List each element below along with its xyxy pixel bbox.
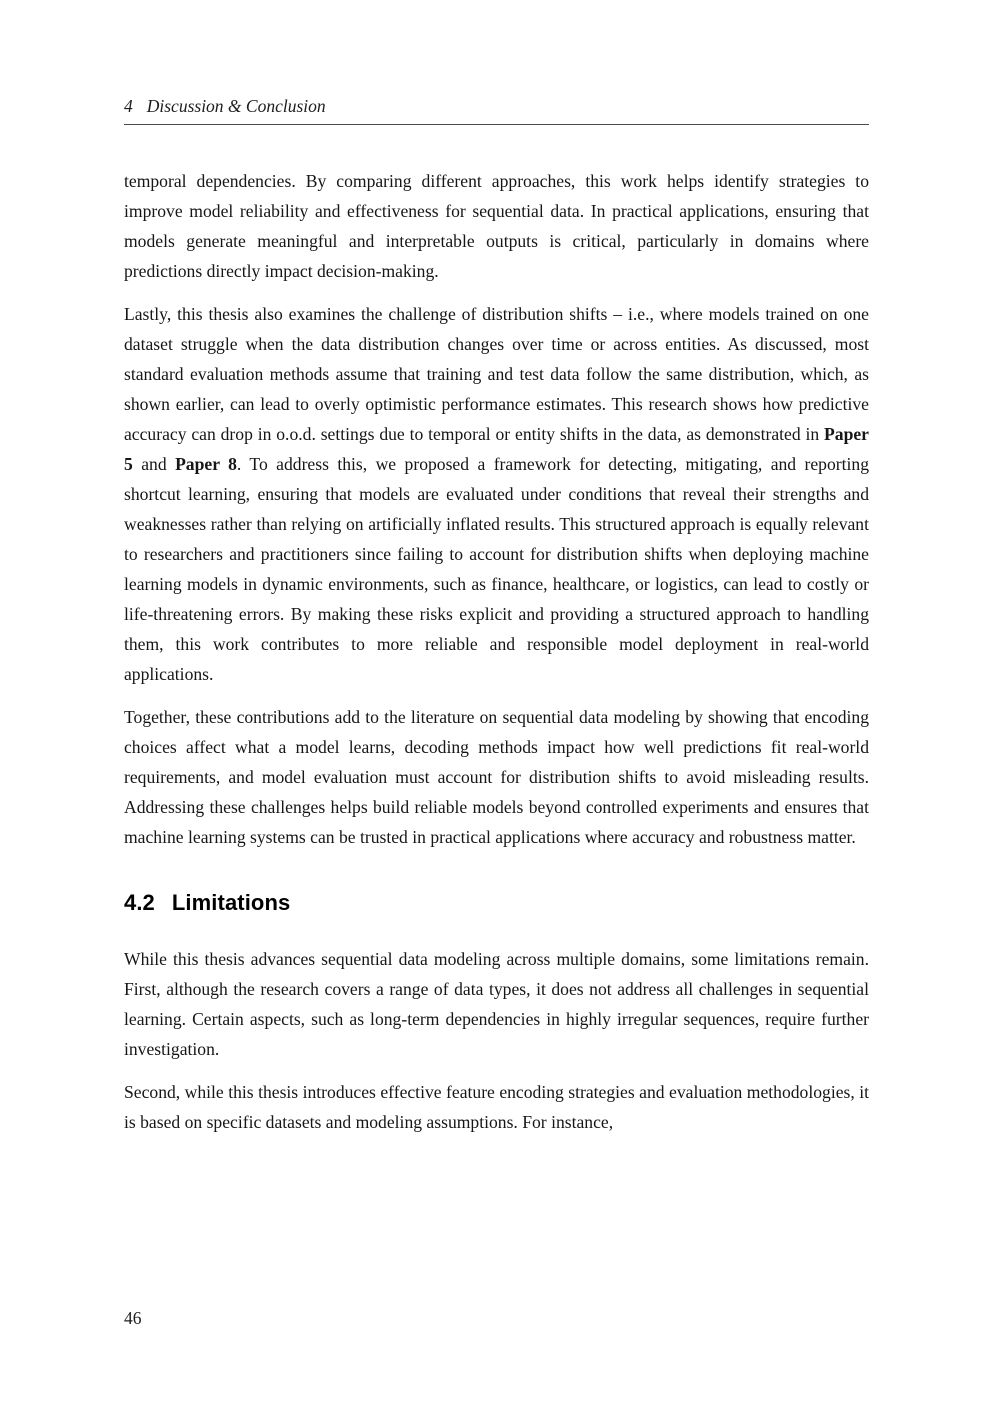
page-content	[124, 96, 869, 1150]
page-number: 46	[124, 1308, 142, 1328]
paragraph-distribution-shifts	[124, 299, 869, 689]
running-header-chapter-title: Discussion & Conclusion	[146, 96, 326, 116]
paragraph-text: Lastly, this thesis also examines the challenge of distribution shifts – i.e., where models trained on one dataset struggle when the data distribution changes over time or across entities. As discussed, most standard evaluation methods assume that training and test data follow the same distribution, which, as shown earlier, can lead to overly optimistic performance estimates. This research shows how predictive accuracy can drop in o.o.d. settings due to temporal or entity shifts in the data, as demonstrated in	[124, 304, 869, 444]
section-number: 4.2	[124, 890, 155, 915]
body-text	[124, 166, 869, 1137]
section-heading-limitations	[124, 890, 869, 916]
paper-8-reference: Paper 8	[175, 454, 237, 474]
paragraph-text: . To address this, we proposed a framework for detecting, mitigating, and reporting shortcut learning, ensuring that models are evaluated under conditions that reveal their strengths and weaknesses rather than relying on artificially inflated results. This structured approach is equally relevant to researchers and practitioners since failing to account for distribution shifts when deploying machine learning models in dynamic environments, such as finance, healthcare, or logistics, can lead to costly or life-threatening errors. By making these risks explicit and providing a structured approach to handling them, this work contributes to more reliable and responsible model deployment in real-world applications.	[124, 454, 870, 684]
running-header	[124, 96, 869, 124]
paragraph-temporal-dependencies: temporal dependencies. By comparing different approaches, this work helps identify strategies to improve model reliability and effectiveness for sequential data. In practical applications, ensuring that models generate meaningful and interpretable outputs is critical, particularly in domains where predictions directly impact decision-making.	[124, 171, 869, 281]
paragraph-together-contributions: Together, these contributions add to the literature on sequential data modeling by showing that encoding choices affect what a model learns, decoding methods impact how well predictions fit real-world requirements, and model evaluation must account for distribution shifts to avoid misleading results. Addressing these challenges helps build reliable models beyond controlled experiments and ensures that machine learning systems can be trusted in practical applications where accuracy and robustness matter.	[124, 707, 869, 847]
paragraph-limitations-second: Second, while this thesis introduces effective feature encoding strategies and evaluation methodologies, it is based on specific datasets and modeling assumptions. For instance,	[124, 1082, 869, 1132]
running-header-chapter-number: 4	[124, 96, 133, 116]
section-title: Limitations	[171, 890, 291, 915]
paragraph-limitations-first: While this thesis advances sequential data modeling across multiple domains, some limitations remain. First, although the research covers a range of data types, it does not address all challenges in sequential learning. Certain aspects, such as long-term dependencies in highly irregular sequences, require further investigation.	[124, 949, 869, 1059]
paper-5-reference: Paper 5	[124, 424, 869, 474]
header-rule	[124, 124, 869, 125]
paragraph-text: and	[132, 454, 176, 474]
